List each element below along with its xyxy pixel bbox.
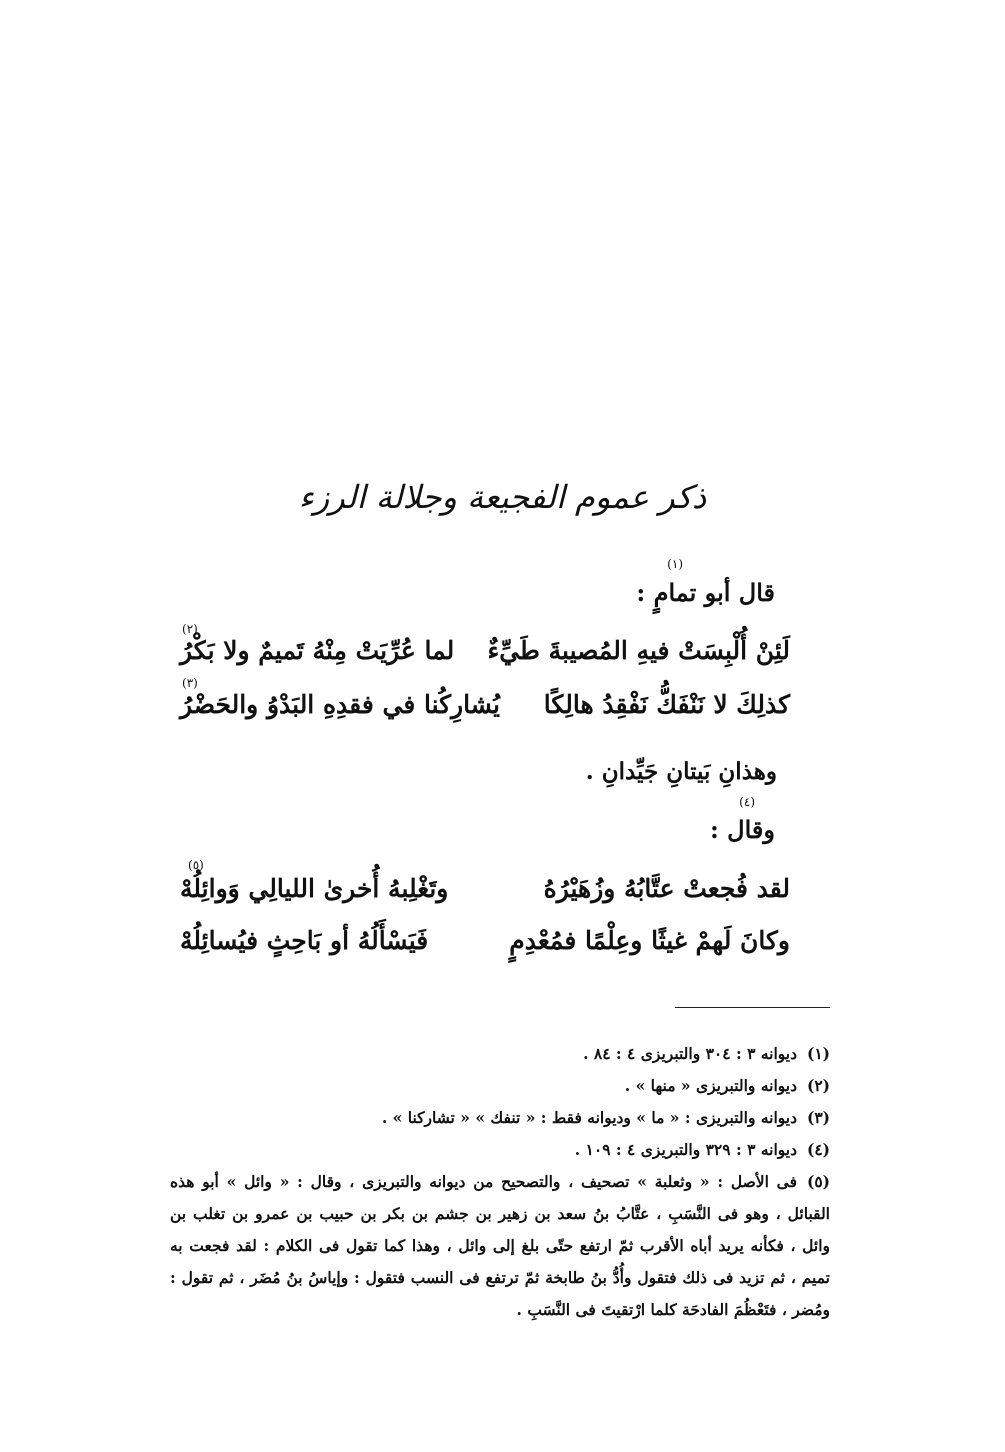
footnote-divider (675, 1007, 830, 1008)
poem-intro (710, 815, 775, 844)
footnote (170, 1102, 830, 1134)
footnote-number: (٤) (806, 1140, 830, 1159)
verse-hemistich-second: لما عُرِّيَتْ مِنْهُ تَميمٌ ولا بَكْرُ (180, 636, 455, 665)
footnote-marker: (٢) (182, 622, 198, 636)
footnote-text: ديوانه والتبريزى : « ما » وديوانه فقط : « تنفك » « تشاركنا » . (381, 1108, 797, 1127)
footnote-text: ديوانه ٣ : ٣٢٩ والتبريزى ٤ : ١٠٩ . (574, 1140, 797, 1159)
footnote (170, 1166, 830, 1326)
footnotes (170, 1038, 830, 1326)
verse-hemistich-second: فَيَسْأَلُهُ أو بَاحِثٍ فيُسائِلُهْ (180, 926, 429, 955)
footnote-marker: (٥) (188, 858, 204, 872)
verse-hemistich-first: وكانَ لَهمْ غيثًا وعِلْمًا فمُعْدِمٍ (509, 926, 790, 955)
footnote-number: (٣) (806, 1108, 830, 1127)
intro-text: وقال : (709, 815, 775, 844)
verse-line (180, 874, 790, 914)
verse-hemistich-second: وتَغْلِبهُ أُخرىٰ الليالِي وَوائِلُهْ (180, 874, 449, 903)
footnote-marker: (٤) (739, 795, 755, 809)
intro-text: قال أبو تمامٍ : (636, 578, 775, 607)
verse-line (180, 690, 790, 730)
footnote-number: (٥) (806, 1172, 830, 1191)
footnote-text: فى الأصل : « وثعلبة » تصحيف ، والتصحيح من ديوانه والتبريزى ، وقال : « وائل » أبو هذه القبائل ، وهو فى النَّسَبِ ، عتَّابُ بنُ سعد بن زهير بن جشم بن بكر بن حبيب بن عمرو بن تغلب بن وائل ، فكأنه يريد أباه الأقرب ثمّ ارتفع حتّى بلغ إلى وائل ، وهذا كما تقول فى الكلام : لقد فجعت به تميم ، ثم تزيد فى ذلك فتقول وأُدُّ بنُ طابخة ثمّ ترتفع فى النسب فتقول : وإياسُ بنُ مُضَر ، ثم تقول : ومُضر ، فتَعْظُمَ الفادحَة كلما ارْتقيتَ فى النَّسَبِ . (170, 1172, 830, 1319)
footnote-marker: (١) (667, 557, 683, 571)
poem-intro (636, 578, 775, 607)
footnote (170, 1038, 830, 1070)
footnote (170, 1070, 830, 1102)
section-heading: ذكر عموم الفجيعة وجلالة الرزء (298, 478, 707, 516)
verse-hemistich-first: لقد فُجعتْ عتَّابُهُ وزُهَيْرُهُ (543, 874, 790, 903)
verse-hemistich-first: كذلِكَ لا نَنْفَكُّ نَفْقِدُ هالِكًا (543, 690, 790, 719)
footnote-text: ديوانه والتبريزى « منها » . (624, 1076, 797, 1095)
verse-hemistich-first: لَئِنْ أُلْبِسَتْ فيهِ المُصيبةَ طَيِّءٌ (487, 636, 790, 665)
verse-line (180, 636, 790, 676)
footnote-marker: (٣) (182, 676, 198, 690)
verse-hemistich-second: يُشارِكُنا في فقدِهِ البَدْوُ والحَضْرُ (180, 690, 500, 719)
footnote-number: (٢) (806, 1076, 830, 1095)
verse-line (180, 926, 790, 966)
footnote-number: (١) (806, 1044, 830, 1063)
footnote (170, 1134, 830, 1166)
footnote-text: ديوانه ٣ : ٣٠٤ والتبريزى ٤ : ٨٤ . (583, 1044, 797, 1063)
poem-comment: وهذانِ بَيتانِ جَيِّدانِ . (585, 758, 777, 785)
